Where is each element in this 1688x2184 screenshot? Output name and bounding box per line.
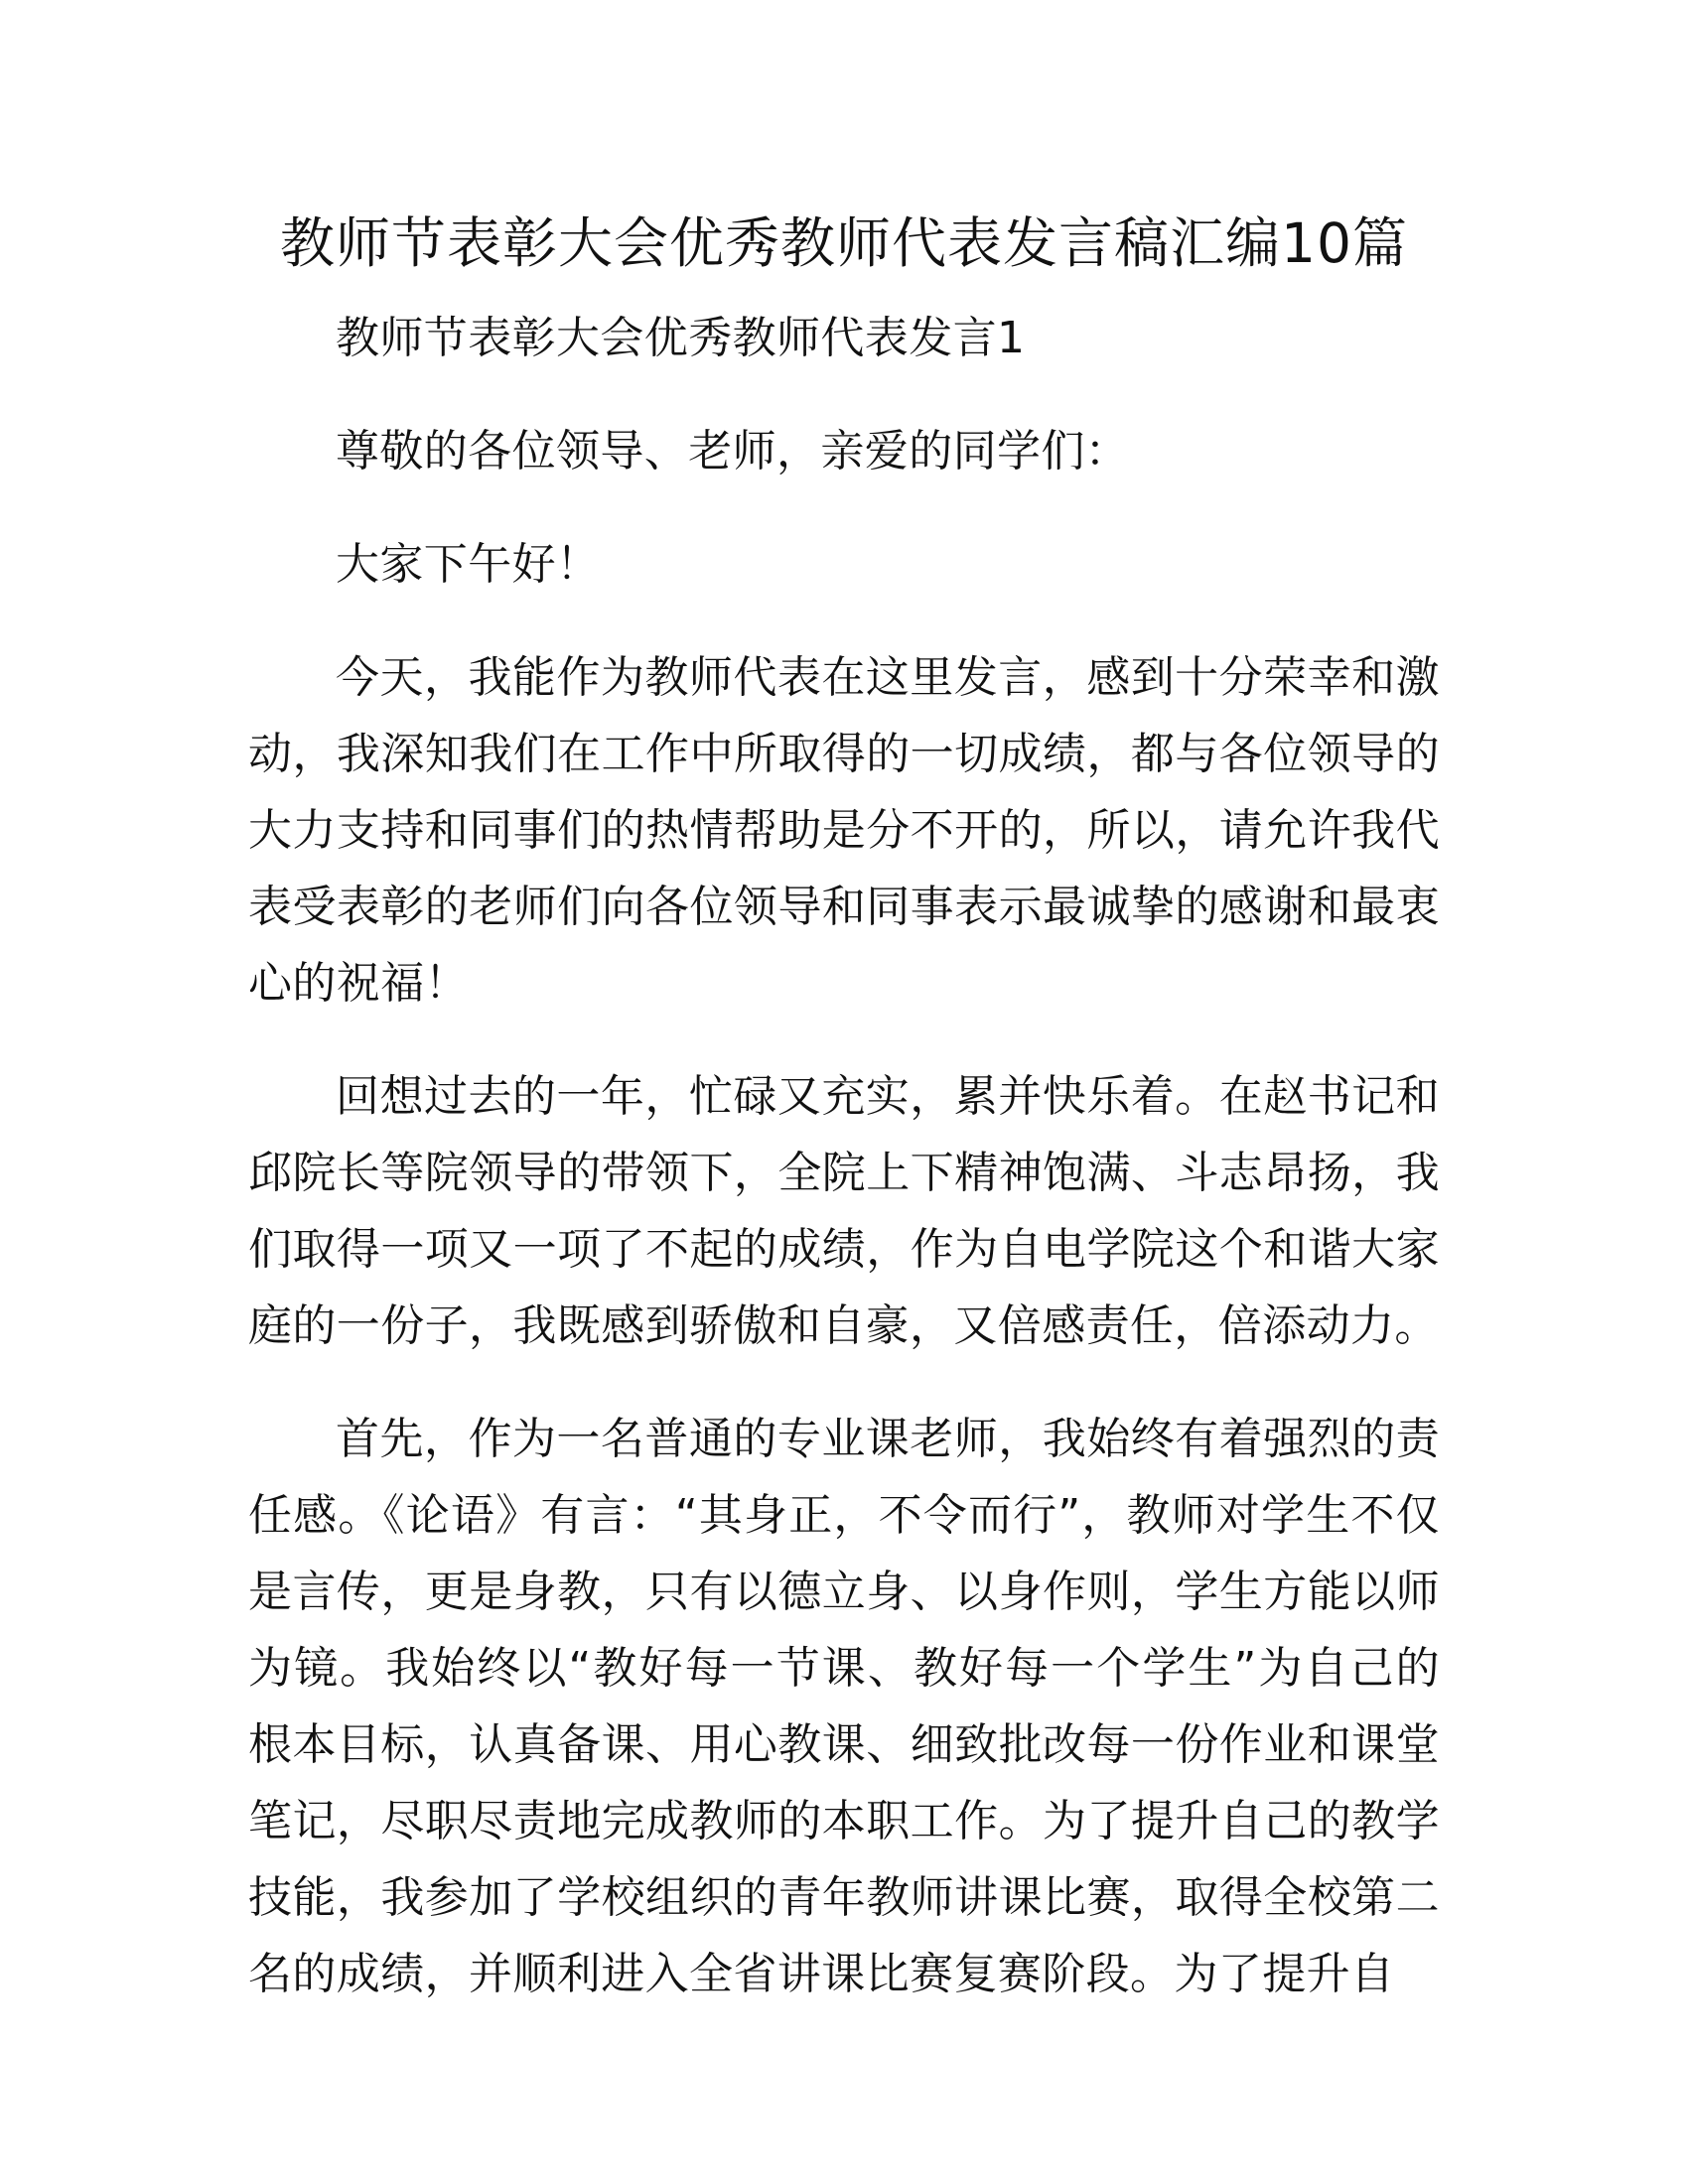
paragraph: 首先，作为一名普通的专业课老师，我始终有着强烈的责任感。《论语》有言：“其身正，不令而行”，教师对学生不仅是言传，更是身教，只有以德立身、以身作则，学生方能以师为镜。我始终以“教好每一节课、教好每一个学生”为自己的根本目标，认真备课、用心教课、细致批改每一份作业和课堂笔记，尽职尽责地完成教师的本职工作。为了提升自己的教学技能，我参加了学校组织的青年教师讲课比赛，取得全校第二名的成绩，并顺利进入全省讲课比赛复赛阶段。为了提升自: [248, 1414, 1440, 1999]
document-body: [248, 300, 1440, 2049]
salutation: 尊敬的各位领导、老师，亲爱的同学们：: [336, 426, 1130, 477]
document-title: 教师节表彰大会优秀教师代表发言稿汇编10篇: [280, 211, 1408, 275]
paragraph: 回想过去的一年，忙碌又充实，累并快乐着。在赵书记和邱院长等院领导的带领下，全院上下精神饱满、斗志昂扬，我们取得一项又一项了不起的成绩，作为自电学院这个和谐大家庭的一份子，我既感到骄傲和自豪，又倍感责任，倍添动力。: [248, 1071, 1440, 1351]
greeting: 大家下午好！: [336, 539, 601, 590]
section-heading: 教师节表彰大会优秀教师代表发言1: [336, 313, 1026, 363]
paragraph: 今天，我能作为教师代表在这里发言，感到十分荣幸和激动，我深知我们在工作中所取得的一切成绩，都与各位领导的大力支持和同事们的热情帮助是分不开的，所以，请允许我代表受表彰的老师们向各位领导和同事表示最诚挚的感谢和最衷心的祝福！: [248, 652, 1440, 1009]
